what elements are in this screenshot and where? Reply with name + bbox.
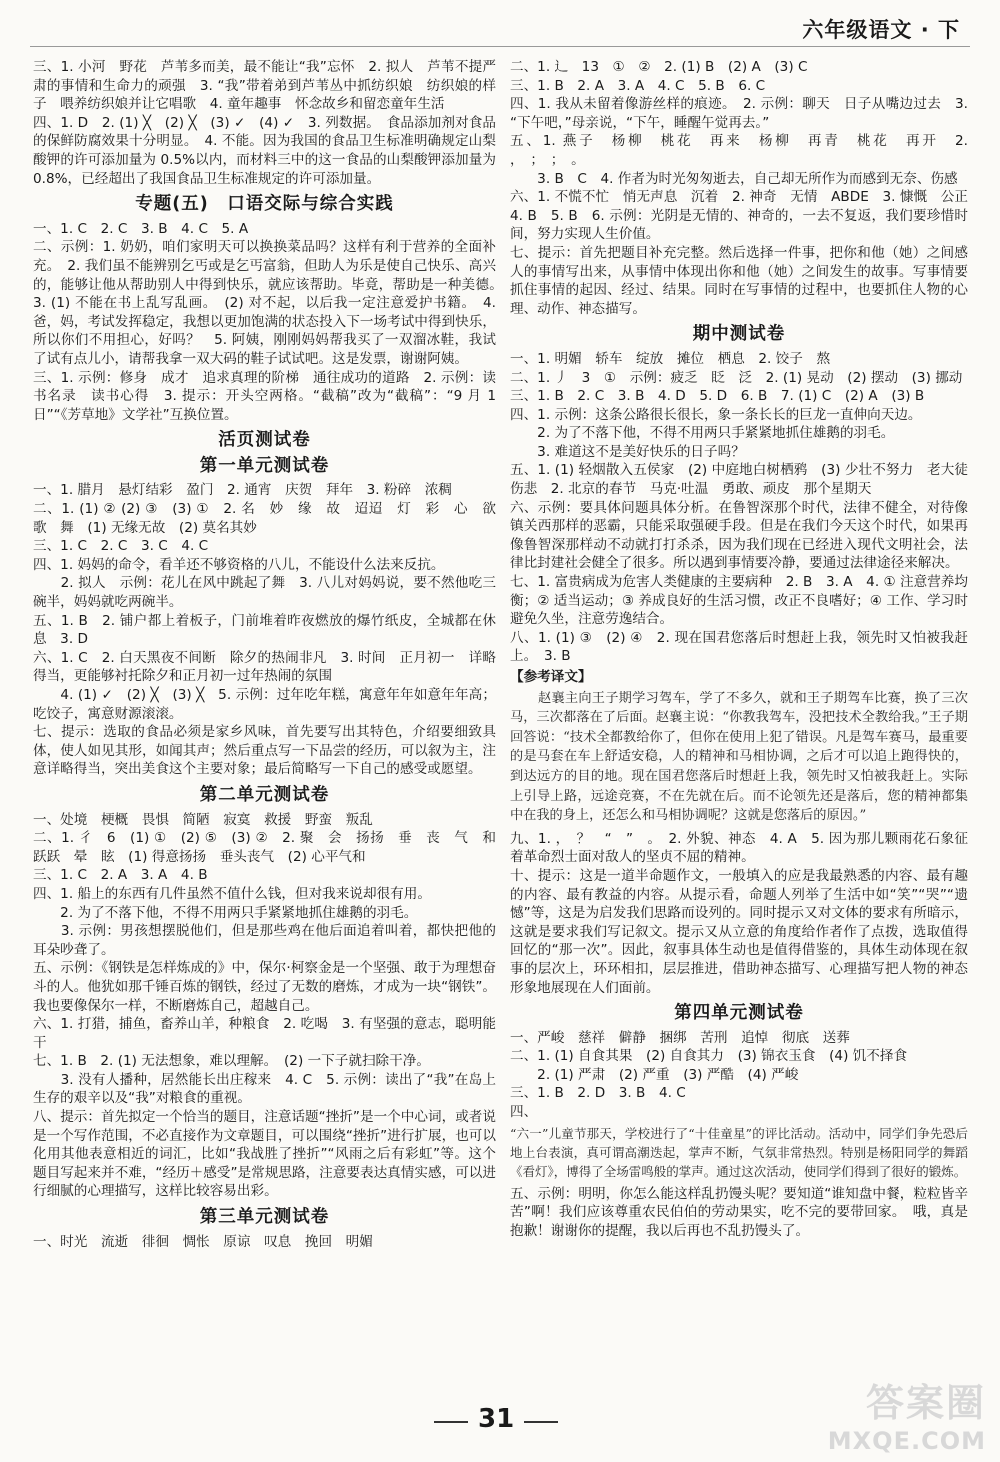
section-heading: 第二单元测试卷 (199, 784, 330, 805)
answer-paragraph: 二、1. (1) ② (2) ③ (3) ① 2. 名 妙 缘 故 迢迢 灯 彩 心 欲 歌 舞 (1) 无缘无故 (2) 莫名其妙 (33, 501, 510, 536)
answer-paragraph: 三、1. 小河 野花 芦苇多而美，最不能让“我”忘怀 2. 拟人 芦苇不提严肃的事情和生命力的顽强 3. “我”带着弟到芦苇丛中抓纺织娘 纺织娘的样子 喂养纺织娘并让它唱歌 4. 童年趣事 怀念故乡和留恋童年生活 (33, 59, 496, 113)
answer-paragraph: 3. B C 4. 作者为时光匆匆逝去，自己却无所作为而感到无奈、伤感 (510, 170, 958, 187)
answer-paragraph: 四、1. D 2. (1) ╳ (2) ╳ (3) ✓ (4) ✓ 3. 列数据。 食品添加剂对食品的保鲜防腐效果十分明显。 4. 不能。因为我国的食品卫生标准明确规定山梨酸钾的许可添加量为 0.5%以内，而材料三中的这一食品的山梨酸钾添加量为 0.8%，已经超出了我国食品卫生标准规定的许可添加量。 (33, 114, 496, 187)
answer-paragraph: 一、1. C 2. C 3. B 4. C 5. A (33, 220, 249, 237)
answer-paragraph: 六、1. 不慌不忙 悄无声息 沉着 2. 神奇 无情 ABDE 3. 慷慨 公正 4. B 5. B 6. 示例：光阴是无情的、神奇的，一去不复返，我们要珍惜时间，努力实现人生价值。 (510, 189, 982, 243)
answer-paragraph: 九、1. ， ？ “ ” 。 2. 外貌、神态 4. A 5. 因为那儿颗雨花石象征着革命烈士面对敌人的坚贞不屈的精神。 (510, 830, 968, 866)
answer-paragraph: 二、1. 彳 6 (1) ① (2) ⑤ (3) ② 2. 聚 会 扬扬 垂 丧 气 和 跃跃 晕 眩 (1) 得意扬扬 垂头丧气 (2) 心平气和 (33, 830, 510, 865)
answer-paragraph: 六、1. 打猎，捕鱼，畜养山羊，种粮食 2. 吃喝 3. 有坚强的意志，聪明能干 (33, 1016, 496, 1051)
answer-paragraph: 3. 示例：男孩想摆脱他们，但是那些鸡在他后面追着叫着，都快把他的耳朵吵聋了。 (33, 923, 496, 958)
answer-paragraph: 二、1. 辶 13 ① ② 2. (1) B (2) A (3) C (510, 59, 808, 75)
reference-translation: 赵襄主向王子期学习驾车，学了不多久，就和王子期驾车比赛，换了三次马，三次都落在了后面。赵襄主说：“你教我驾车，没把技术全教给我。”王子期回答说：“技术全都教给你了，但你在使用上犯了错误。凡是驾车赛马，最重要的是马套在车上舒适安稳，人的精神和马相协调，之后才可以追上跑得快的，到达远方的目的地。现在国君您落后时想赶上我，领先时又怕被我赶上。实际上引导上路，远途竞赛，不在先就在后。而不论领先还是落后，您的精神都集中在我的身上，还怎么和马相协调呢？这就是您落后的原因。” (510, 690, 968, 824)
answer-paragraph: 四、1. 妈妈的命令，看羊还不够资格的八儿，不能设什么法来反抗。 (33, 556, 445, 573)
answer-paragraph: 2. (1) 严肃 (2) 严重 (3) 严酷 (4) 严峻 (510, 1066, 799, 1083)
header-divider (30, 46, 970, 47)
watermark-url: MXQE.COM (827, 1427, 986, 1455)
page-number-dash-right (524, 1421, 558, 1423)
section-heading: 活页测试卷 (218, 430, 311, 451)
answer-paragraph: 五、1. B 2. 铺户都上着板子，门前堆着昨夜燃放的爆竹纸皮，全城都在休息 3. D (33, 612, 496, 648)
answer-paragraph: 三、1. B 2. C 3. B 4. D 5. D 6. B 7. (1) C (2) A (3) B (510, 388, 925, 405)
section-heading: 第三单元测试卷 (199, 1207, 330, 1228)
answer-paragraph: 八、1. (1) ③ (2) ④ 2. 现在国君您落后时想赶上我，领先时又怕被我赶上。 3. B (510, 629, 968, 665)
answer-paragraph: 四、1. 我从未留着像游丝样的痕迹。 2. 示例：聊天 日子从嘴边过去 3. “下午吧，”母亲说，“下午，睡醒午觉再去。” (510, 96, 968, 131)
answer-paragraph: 六、1. C 2. 白天黑夜不间断 除夕的热闹非凡 3. 时间 正月初一 详略得当，更能够衬托除夕和正月初一过年热闹的氛围 (33, 649, 496, 685)
answer-paragraph: 一、时光 流逝 徘徊 惆怅 原谅 叹息 挽回 明媚 (33, 1233, 373, 1250)
answer-paragraph: 一、1. 腊月 悬灯结彩 盈门 2. 通宵 庆贺 拜年 3. 粉碎 浓稠 (33, 482, 452, 499)
answer-paragraph: 六、示例：要具体问题具体分析。在鲁智深那个时代，法律不健全，对待像镇关西那样的恶霸，只能采取强硬手段。但是在我们今天这个时代，如果再像鲁智深那样动不动就打打杀杀，因为我们现在已经进入现代文明社会，法律比封建社会健全了很多。所以遇到事情要冷静，要通过法律途径来解决。 (510, 499, 968, 572)
answer-column-left (33, 58, 510, 1251)
page-number: 31 (478, 1404, 515, 1434)
answer-paragraph: 七、提示：选取的食品必须是家乡风味，首先要写出其特色，介绍要细致具体，使人如见其形，如闻其声；然后重点写一下品尝的经历，可以叙为主，注意详略得当，突出美食这个主要对象；最后简略写一下自己的感受或愿望。 (33, 724, 496, 778)
section-heading: 期中测试卷 (692, 324, 786, 345)
page-number-dash-left (434, 1421, 468, 1423)
answer-paragraph: 五、1. 燕子 杨柳 桃花 再来 杨柳 再青 桃花 再开 2. ， ； ； 。 (510, 133, 968, 168)
answer-paragraph: 四、 (510, 1104, 538, 1121)
answer-paragraph: 二、1. (1) 自食其果 (2) 自食其力 (3) 锦衣玉食 (4) 饥不择食 (510, 1048, 908, 1065)
answer-paragraph: 一、1. 明媚 轿车 绽放 摊位 栖息 2. 饺子 熬 (510, 350, 831, 367)
answer-paragraph: 一、严峻 慈祥 僻静 捆绑 苦刑 追悼 彻底 送葬 (510, 1029, 850, 1046)
answer-paragraph: 2. 为了不落下他，不得不用两只手紧紧地抓住雄鹅的羽毛。 (33, 904, 418, 921)
answer-paragraph: 3. 没有人播种，居然能长出庄稼来 4. C 5. 示例：读出了“我”在岛上生存的艰辛以及“我”对粮食的重视。 (33, 1071, 496, 1107)
answer-paragraph: 八、提示：首先拟定一个恰当的题目，注意话题“挫折”是一个中心词，或者说是一个写作范围，不必直接作为文章题目，可以围绕“挫折”进行扩展，也可以化用其他表意相近的词汇，比如“我战胜了挫折”“风雨之后有彩虹”等。这个题目写起来并不难，“经历＋感受”是常规思路，注意要表达真情实感，可以进行细腻的心理描写，这样比较容易出彩。 (33, 1109, 496, 1200)
answer-paragraph: 五、1. (1) 轻烟散入五侯家 (2) 中庭地白树栖鸦 (3) 少壮不努力 老大徒伤悲 2. 北京的春节 马克·吐温 勇敢、顽皮 那个星期天 (510, 462, 968, 498)
answer-paragraph: 七、1. B 2. (1) 无法想象，难以理解。 (2) 一下子就扫除干净。 (33, 1053, 430, 1070)
answer-column-right (510, 58, 982, 1240)
watermark-logo-text: 答案圈 (865, 1381, 986, 1425)
answer-paragraph: 三、1. C 2. A 3. A 4. B (33, 867, 208, 884)
answer-paragraph: 五、示例：明明，你怎么能这样乱扔馒头呢？要知道“谁知盘中餐，粒粒皆辛苦”啊！我们应该尊重农民伯伯的劳动果实，吃不完的要带回家。 哦，真是抱歉！谢谢你的提醒，我以后再也不乱扔馒头了。 (510, 1185, 968, 1239)
answer-paragraph: 三、1. B 2. D 3. B 4. C (510, 1085, 686, 1102)
site-watermark (790, 1372, 986, 1454)
answer-paragraph: 2. 拟人 示例：花儿在风中跳起了舞 3. 八儿对妈妈说，要不然他吃三碗半，妈妈就吃两碗半。 (33, 575, 496, 611)
answer-paragraph: 2. 为了不落下他，不得不用两只手紧紧地抓住雄鹅的羽毛。 (510, 425, 895, 442)
answer-paragraph: 一、处境 梗概 畏惧 简陋 寂寞 救援 野蛮 叛乱 (33, 811, 373, 828)
reference-label: 【参考译文】 (510, 669, 592, 685)
answer-paragraph: 4. (1) ✓ (2) ╳ (3) ╳ 5. 示例：过年吃年糕，寓意年年如意年年高；吃饺子，寓意财源滚滚。 (33, 687, 496, 722)
answer-paragraph: 四、1. 船上的东西有几件虽然不值什么钱，但对我来说却很有用。 (33, 885, 431, 902)
answer-paragraph: 三、1. C 2. C 3. C 4. C (33, 538, 209, 555)
answer-paragraph: 3. 难道这不是美好快乐的日子吗？ (510, 443, 745, 460)
answer-paragraph: 十、提示：这是一道半命题作文，一般填入的应是我最熟悉的内容、最有趣的内容、最有教益的内容。从提示看，命题人列举了生活中如“笑”“哭”“遗憾”等，这是为启发我们思路而设列的。同时提示又对文体的要求有所暗示，这就是要求我们写记叙文。提示又从立意的角度给作者作了点拨，选取值得回忆的“那一次”。因此，叙事具体生动也是值得借鉴的，具体生动体现在叙事的层次上，环环相扣，层层推进，借助神态描写、心理描写把人物的神态形象地展现在人们面前。 (510, 867, 968, 996)
answer-paragraph: 二、1. 丿 3 ① 示例：疲乏 眨 泛 2. (1) 晃动 (2) 摆动 (3) 挪动 (510, 369, 963, 386)
answer-paragraph: 三、1. 示例：修身 成才 追求真理的阶梯 通往成功的道路 2. 示例：读书名录 读书心得 3. 提示：开头空两格。“截稿”改为“截稿”：“9 月 1 日”“《芳草地》文学社”互换位置。 (33, 369, 496, 423)
answer-paragraph: 二、示例：1. 奶奶，咱们家明天可以换换菜品吗？这样有利于营养的全面补充。 2. 我们虽不能辨别乞丐或是乞丐富翁，但助人为乐是使自己快乐、高兴的，能够让他从帮助别人中得到快乐，就应该帮助。毕竟，帮助是一种美德。 3. (1) 不能在书上乱写乱画。 (2) 对不起，以后我一定注意爱护书籍。 4. 爸，妈，考试发挥稳定，我想以更加饱满的状态投入下一场考试中得到快乐，所以你们不用担心，好吗？ 5. 阿姨，刚刚妈妈帮我买了一双溜冰鞋，我试了试有点儿小，请帮我拿一双大码的鞋子试试吧。这是发票，谢谢阿姨。 (33, 239, 510, 367)
handwritten-correction: “六一”儿童节那天，学校进行了“十佳童星”的评比活动。活动中，同学们争先恐后地上台表演，真可谓高潮迭起，掌声不断，气氛非常热烈。特别是杨阳同学的舞蹈《看灯》，博得了全场雷鸣般的掌声。通过这次活动，使同学们得到了很好的锻炼。 (510, 1125, 968, 1179)
section-heading: 第四单元测试卷 (674, 1003, 804, 1024)
section-heading: 第一单元测试卷 (199, 455, 330, 476)
page-header-title: 六年级语文 · 下 (802, 18, 960, 42)
answer-paragraph: 七、1. 富贵病成为危害人类健康的主要病种 2. B 3. A 4. ① 注意营养均衡；② 适当运动；③ 养成良好的生活习惯，改正不良嗜好；④ 工作、学习时避免久坐，注意劳逸结合。 (510, 574, 968, 628)
answer-paragraph: 三、1. B 2. A 3. A 4. C 5. B 6. C (510, 77, 766, 94)
answer-paragraph: 七、提示：首先把题目补充完整。然后选择一件事，把你和他（她）之间感人的事情写出来，从事情中体现出你和他（她）之间发生的故事。写事情要抓住事情的起因、经过、结果。同时在写事情的过程中，也要抓住人物的心理、动作、神态描写。 (510, 244, 968, 317)
section-heading: 专题(五) 口语交际与综合实践 (135, 194, 394, 215)
answer-paragraph: 四、1. 示例：这条公路很长很长，象一条长长的巨龙一直伸向天边。 (510, 406, 922, 423)
answer-paragraph: 五、示例：《钢铁是怎样炼成的》中，保尔·柯察金是一个坚强、敢于为理想奋斗的人。他犹如那千锤百炼的钢铁，经过了无数的磨炼，才成为一块“钢铁”。我也要像保尔一样，不断磨炼自己，超越自己。 (33, 960, 496, 1014)
